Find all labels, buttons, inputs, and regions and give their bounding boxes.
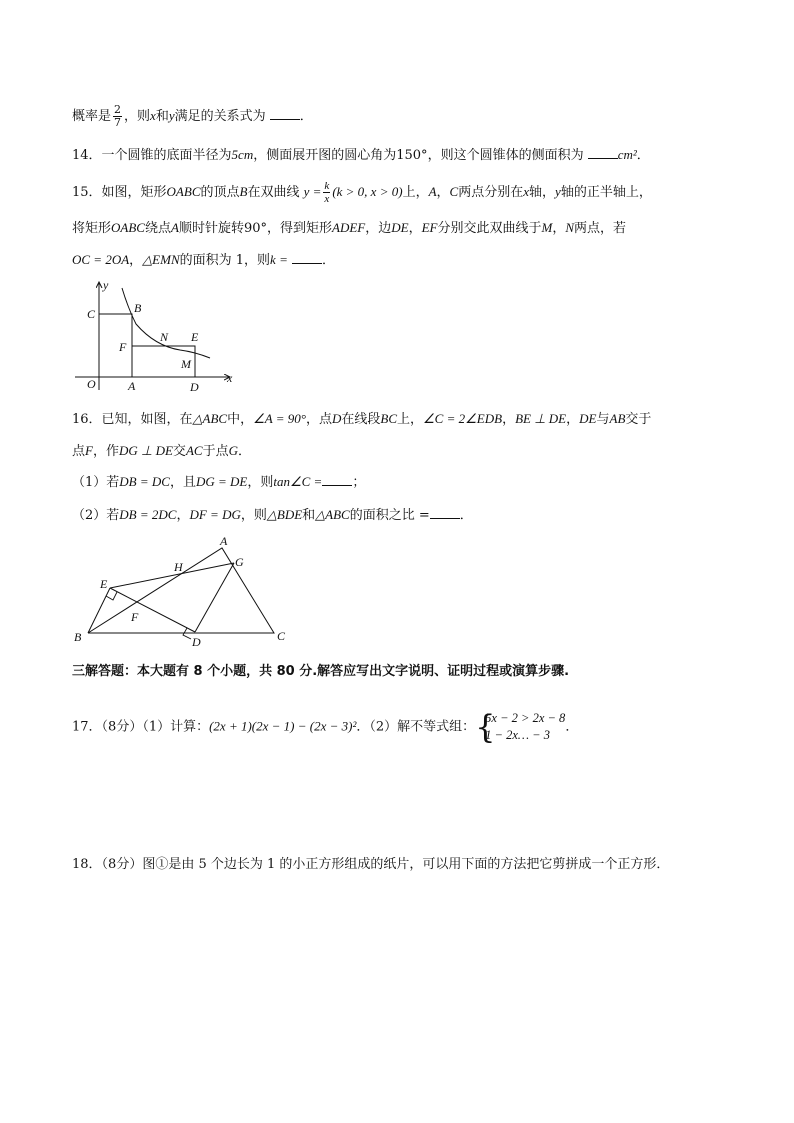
label-x: x — [227, 371, 233, 385]
label-c: C — [87, 307, 96, 321]
q13-continuation: 概率是 $\frac{2}{7}$ ，则x和y满足的关系式为 ． — [72, 103, 313, 129]
question-16-line2: 点F，作DG ⊥ DE交AC于点G． — [72, 443, 251, 459]
segment-ed — [110, 588, 195, 632]
fraction-2-7: $\frac{2}{7}$ — [114, 103, 122, 129]
label-f: F — [119, 340, 127, 354]
label-c: C — [277, 629, 286, 643]
question-15-line1: 15．如图，矩形OABC的顶点B在双曲线 y = $\frac{k}{x}$ (k > 0, x > 0)上，A，C两点分别在x轴，y轴的正半轴上， — [72, 180, 652, 205]
answer-blank[interactable] — [292, 251, 322, 264]
answer-blank[interactable] — [430, 506, 460, 519]
label-d: D — [192, 635, 201, 648]
segment-eg — [110, 563, 234, 588]
label-b: B — [134, 301, 142, 315]
label-d: D — [190, 380, 199, 393]
question-15-line3: OC = 2OA，△EMN的面积为 1，则k = ． — [72, 252, 335, 268]
label-e: E — [191, 330, 199, 344]
answer-blank[interactable] — [322, 473, 352, 486]
rectangle-oabc — [99, 314, 132, 377]
figure-16-triangle-diagram — [70, 533, 300, 648]
label-m: M — [181, 357, 191, 371]
q13-text: 概率是 — [72, 109, 112, 124]
question-15-line2: 将矩形OABC绕点A顺时针旋转90°，得到矩形ADEF，边DE，EF分别交此双曲线于M，N两点，若 — [72, 220, 627, 236]
left-brace-icon: { — [475, 708, 496, 746]
hyperbola-curve — [122, 288, 210, 358]
question-16-line1: 16．已知，如图，在△ABC中，∠A = 90°，点D在线段BC上，∠C = 2∠EDB，BE ⊥ DE，DE与AB交于 — [72, 411, 652, 427]
question-18: 18．（8分）图①是由 5 个边长为 1 的小正方形组成的纸片，可以用下面的方法把它剪拼成一个正方形． — [72, 857, 670, 872]
fraction-k-x: $\frac{k}{x}$ — [324, 180, 330, 205]
answer-blank[interactable] — [270, 107, 300, 120]
label-n: N — [160, 330, 169, 344]
label-b: B — [74, 630, 82, 644]
label-y: y — [103, 278, 109, 292]
section-3-heading: 三解答题：本大题有 8 个小题，共 80 分.解答应写出文字说明、证明过程或演算步骤. — [72, 664, 570, 679]
label-a: A — [220, 534, 228, 548]
label-h: H — [174, 560, 183, 574]
label-o: O — [87, 377, 96, 391]
label-a: A — [128, 379, 136, 393]
figure-15-hyperbola-diagram — [70, 278, 245, 393]
question-16-part2: （2）若DB = 2DC，DF = DG，则△BDE和△ABC的面积之比 = ． — [72, 507, 473, 523]
label-e: E — [100, 577, 108, 591]
question-14: 14．一个圆锥的底面半径为5cm，侧面展开图的圆心角为150°，则这个圆锥体的侧面积为 cm²． — [72, 147, 650, 163]
label-f: F — [131, 610, 139, 624]
label-g: G — [235, 555, 244, 569]
question-16-part1: （1）若DB = DC，且DG = DE，则tan∠C = ； — [72, 474, 366, 490]
answer-blank[interactable] — [588, 146, 618, 159]
question-17: 17．（8分）（1）计算：(2x + 1)(2x − 1) − (2x − 3)²．（2）解不等式组： { 5x − 2 > 2x − 8 1 − 2x… − 3 ． — [72, 708, 579, 746]
inequality-system: { 5x − 2 > 2x − 8 1 − 2x… − 3 — [475, 708, 566, 746]
segment-dg — [195, 563, 234, 632]
